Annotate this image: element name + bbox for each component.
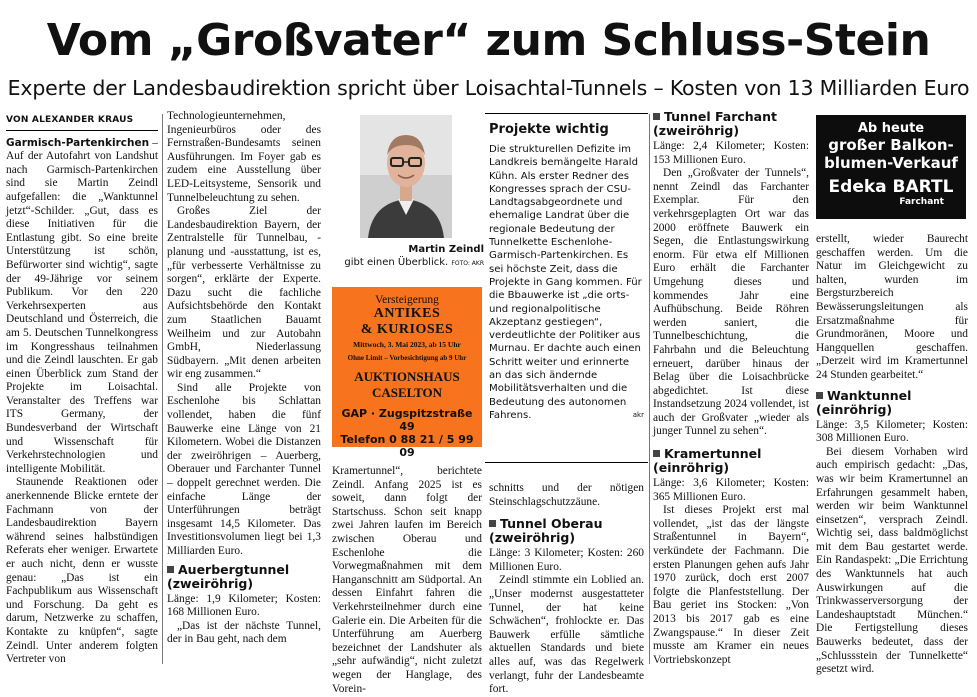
ad-line: GAP · Zugspitzstraße 49	[341, 407, 473, 433]
box-credit: akr	[632, 410, 644, 419]
paragraph: Staunende Reaktionen oder anerkennende Blicke erntete der Fachmann von der Landesbaudirektion Bayern während seines halbstündigen Referats eher weniger. Erwartete er auch nicht, denn er wusste genau: „Das ist ein Fachpublikum aus Wissenschaft und Forschung. Da geht es darum, Netzwerke zu schaffen, Kontakte zu knüpfen“, sagte Zeindl. Unter anderem folgten Vertreter von	[6, 476, 158, 666]
ad-line: Versteigerung	[375, 294, 439, 306]
square-bullet-icon	[653, 450, 660, 457]
paragraph: Den „Großvater der Tunnels“, nennt Zeindl das Farchanter Exemplar. Für den verkehrsgeplagten Ort war das 2000 eröffnete Bauwerk ein Segen, die Entlastungswirkung enorm. Für etwa elf Millionen Euro erhält die Farchanter Umgehung dieses und kommendes Jahr eine Aufhübschung. Beide Röhren werden saniert, die Tunnelbeschichtung, die Fahrbahn und die Beleuchtung erneuert, darüber hinaus der Belag über die Loisachbrücke abgedichtet. Ist diese Instandsetzung 2024 vollendet, ist auch der Großvater „wieder als junger Tunnel zu sehen“.	[653, 167, 809, 438]
paragraph: Länge: 3,6 Kilometer; Kosten: 365 Millionen Euro.	[653, 477, 809, 503]
photo-caption	[322, 243, 484, 270]
caption-text: gibt einen Überblick.	[344, 257, 449, 268]
advertisement-edeka	[816, 115, 966, 219]
column-6	[816, 233, 968, 676]
paragraph: Bei diesem Vorhaben wird auch empirisch gedacht: „Das, was wir beim Kramertunnel an Erfahrungen gesammelt haben, werden wir beim Wanktunnel einsetzen“, versprach Zeindl. Wichtig sei, dass baldmöglichst mit dem Bau gestartet werde. Ein Randaspekt: „Die Errichtung des Wanktunnels hat auch Auswirkungen auf die Trinkwasserversorgung der Landeshauptstadt München.“ Die Fertigstellung dieses Bauwerks bedeutet, dass der „Schlussstein der Tunnelkette“ gesetzt wird.	[816, 445, 968, 676]
lead-paragraph: Garmisch-Partenkirchen – Auf der Autofahrt von Landshut nach Garmisch-Partenkirchen sind sie Martin Zeindl aufgefallen: die „Wanktunnel jetzt“-Schilder. „Gut, dass es diese Initiativen für die Entlastung gibt. So eine breite Unterstützung ist schön, Befürworter sind wichtig“, sagte der 49-Jährige vor seinem Publikum. Vor den 220 Verkehrsexperten aus Deutschland und Österreich, die am 5. Deutschen Tunnelkongress im Kongresshaus teilnahmen und die Zeindl lauschten. Er gab einen Überblick zum Stand der Projekte im Loisachtal. Veranstalter des Treffens war ITS Germany, der Bundesverband der Wirtschaft und Wissenschaft für Verkehrstechnologien und intelligente Mobilität.	[6, 136, 158, 475]
portrait-photo	[360, 115, 452, 238]
ad-line: AUKTIONSHAUS	[354, 369, 460, 384]
square-bullet-icon	[653, 113, 660, 120]
section-heading-wanktunnel: Wanktunnel (einröhrig)	[816, 387, 912, 417]
section-heading-auerbergtunnel: Auerbergtunnel (zweiröhrig)	[167, 561, 290, 591]
ad-line: Ab heute	[857, 121, 925, 136]
square-bullet-icon	[489, 520, 496, 527]
paragraph: Zeindl stimmte ein Loblied an. „Unser modernst ausgestatteter Tunnel, der hat keine Schwächen“, frohlockte er. Das Bauwerk erfülle sämtliche aktuellen Standards und biete alles auf, was das Regelwerk verlangt, fuhr der Landesbeamte fort.	[489, 574, 644, 696]
photo-credit: FOTO: AKR	[451, 260, 484, 267]
paragraph: Länge: 3 Kilometer; Kosten: 260 Millionen Euro.	[489, 547, 644, 573]
square-bullet-icon	[167, 566, 174, 573]
column-divider	[162, 114, 163, 664]
advertisement-auction	[332, 287, 482, 459]
ad-line: CASELTON	[371, 385, 443, 400]
square-bullet-icon	[816, 392, 823, 399]
column-4	[489, 482, 644, 696]
paragraph: Großes Ziel der Landesbaudirektion Bayern, der Zentralstelle für Tunnelbau, -planung und -ausstattung, ist es, „für verbesserte Verhältnisse zu sorgen“, erklärte der Experte. Dazu sucht die fachliche Aufsichtsbehörde den Kontakt zum Staatlichen Bauamt Weilheim und zur Autobahn GmbH, Niederlassung Südbayern. „Mit denen arbeiten wir eng zusammen.“	[167, 205, 321, 381]
column-1	[6, 114, 158, 666]
section-heading-tunnel-farchant: Tunnel Farchant (zweiröhrig)	[653, 109, 777, 138]
ad-line: ANTIKES	[373, 306, 441, 321]
subheadline: Experte der Landesbaudirektion spricht über Loisachtal-Tunnels – Kosten von 13 Milliarden Euro	[7, 76, 970, 100]
box-text: Die strukturellen Defizite im Landkreis bemängelte Harald Kühn. Als erster Redner des Kongresses sprach der CSU-Landtagsabgeordnete und ehemalige Landrat über die regionale Bedeutung der Tunnelkette Eschenlohe-Garmisch-Partenkirchen. Es sei höchste Zeit, dass die Projekte in Gang kommen. Für die Bbauwerke ist „die orts- und regionalpolitische Akzeptanz gestiegen“, verdeutlichte der Politiker aus Murnau. Er dachte auch einen Schritt weiter und erinnerte an das sich ändernde Mobilitätsverhalten und die Bedeutung des autonomen Fahrens. akr	[489, 144, 644, 421]
paragraph: Länge: 1,9 Kilometer; Kosten: 168 Millionen Euro.	[167, 592, 321, 619]
section-heading-tunnel-oberau: Tunnel Oberau (zweiröhrig)	[489, 516, 603, 546]
column-divider	[649, 114, 650, 664]
section-heading-kramertunnel: Kramertunnel (einröhrig)	[653, 446, 762, 476]
paragraph: erstellt, wieder Baurecht geschaffen werden. Um die Natur im Gleichgewicht zu halten, wurden im Bergsturzbereich Bewässerungsleitungen als Ersatzmaßnahme für Grundmoränen, Moore und Hangquellen geschaffen. „Derzeit wird im Kramertunnel 24 Stunden gearbeitet.“	[816, 233, 968, 381]
ad-line: & KURIOSES	[360, 322, 454, 337]
paragraph: Länge: 3,5 Kilometer; Kosten: 308 Millionen Euro.	[816, 418, 968, 445]
paragraph: schnitts und der nötigen Steinschlagschutzzäune.	[489, 482, 644, 508]
paragraph: Kramertunnel“, berichtete Zeindl. Anfang 2025 ist es soweit, dann folgt der Startschuss. Schon seit knapp zwei Jahren laufen im Bereich zwischen Oberau und Eschenlohe die Vorwegmaßnahmen mit dem Hanganschnitt am Südportal. An dessen Einfahrt fahren die Verkehrsteilnehmer durch eine Galerie ein. Die Arbeiten für die Unterführung am Auerberg bezeichnet der Landshuter als „sehr aufwändig“, nicht zuletzt wegen der Hanglage, des Vorein-	[332, 465, 482, 695]
paragraph: Ist dieses Projekt erst mal vollendet, „ist das der längste Straßentunnel in Bayern“, verkündete der Fachmann. Die ersten Planungen gehen aufs Jahr 1970 zurück, doch erst 2007 folgte die Planfeststellung. Der Bau geriet ins Stocken: „Von 2013 bis 2017 gab es eine Zwangspause.“ In dieser Zeit musste am Kramer ein neues Vortriebskonzept	[653, 504, 809, 666]
byline: VON ALEXANDER KRAUS	[6, 114, 158, 131]
ad-line: Mittwoch, 3. Mai 2023, ab 15 Uhr	[353, 340, 461, 349]
caption-name: Martin Zeindl	[408, 244, 484, 255]
paragraph: Sind alle Projekte von Eschenlohe bis Schlattan vollendet, haben die fünf Bauwerke eine Länge von 21 Kilometern. Wobei die Distanzen der zweiröhrigen – Auerberg, Oberauer und Farchanter Tunnel – doppelt gerechnet werden. Die einfache Länge der Unterführungen beträgt insgesamt 14,5 Kilometer. Das Investitionsvolumen liegt bei 1,3 Milliarden Euro.	[167, 381, 321, 557]
box-title: Projekte wichtig	[489, 122, 609, 137]
ad-line: Telefon 0 88 21 / 5 99 09	[340, 433, 474, 459]
ad-line: Farchant	[899, 197, 944, 207]
ad-line: blumen-Verkauf	[824, 154, 958, 172]
ad-line: Edeka BARTL	[828, 177, 954, 197]
dateline: Garmisch-Partenkirchen	[6, 136, 150, 149]
ad-line: großer Balkon-	[828, 136, 954, 154]
column-5	[653, 110, 809, 666]
info-box-projekte	[485, 113, 648, 473]
column-3	[332, 465, 482, 695]
ad-line: Ohne Limit – Vorbesichtigung ab 9 Uhr	[347, 354, 467, 362]
paragraph: Technologieunternehmen, Ingenieurbüros oder des Fernstraßen-Bundesamts seinen Ausführungen. Im Foyer gab es zudem eine Ausstellung über LED-Leitsysteme, Sensorik und Tunnelbeleuchtung zu sehen.	[167, 110, 321, 204]
paragraph: Länge: 2,4 Kilometer; Kosten: 153 Millionen Euro.	[653, 140, 809, 166]
paragraph: „Das ist der nächste Tunnel, der in Bau geht, nach dem	[167, 619, 321, 646]
column-2	[167, 110, 321, 666]
portrait-person-icon	[360, 115, 452, 238]
headline: Vom „Großvater“ zum Schluss-Stein	[46, 15, 931, 66]
